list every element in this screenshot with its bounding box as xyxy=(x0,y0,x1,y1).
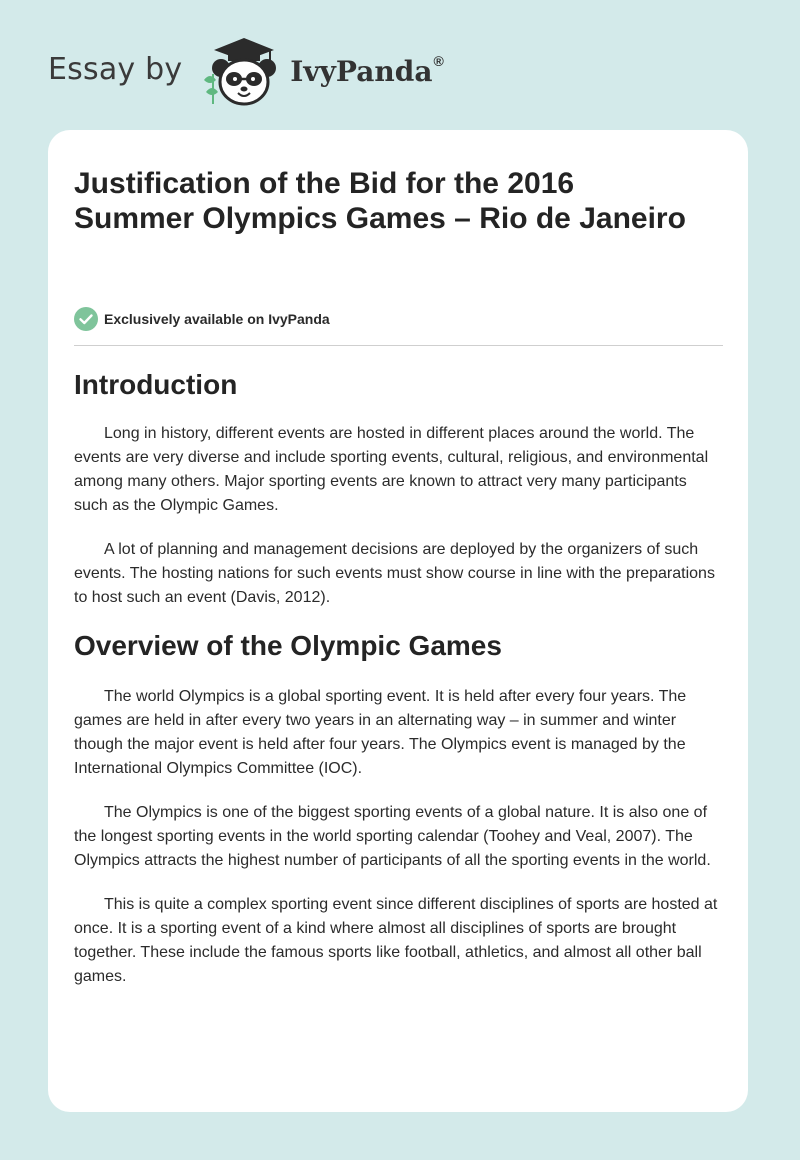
exclusive-label: Exclusively available on IvyPanda xyxy=(104,311,330,327)
paragraph: A lot of planning and management decisions are deployed by the organizers of such events. The hosting nations for such events must show course in line with the preparations to host such an event (Davis, 2012). xyxy=(74,541,715,606)
essay-title: Justification of the Bid for the 2016 Summer Olympics Games – Rio de Janeiro xyxy=(74,167,686,235)
paragraph: The world Olympics is a global sporting event. It is held after every four years. The games are held in after every two years in an alternating way – in summer and winter though the major event is held after four years. The Olympics event is managed by the International Olympics Committee (IOC). xyxy=(74,688,687,777)
brand-prefix: Essay by xyxy=(48,51,183,87)
title-divider xyxy=(74,345,723,346)
paragraph: The Olympics is one of the biggest sporting events of a global nature. It is also one of the longest sporting events in the world sporting calendar (Toohey and Veal, 2007). The Olympics attracts the highest number of participants of all the sporting events in the world. xyxy=(74,804,711,869)
section-heading-introduction: Introduction xyxy=(74,369,238,400)
exclusive-badge xyxy=(74,306,330,332)
essay-card xyxy=(48,130,748,1112)
registered-mark: ® xyxy=(433,53,444,70)
panda-graduate-logo-icon xyxy=(200,36,284,108)
paragraph: This is quite a complex sporting event since different disciplines of sports are hosted at once. It is a sporting event of a kind where almost all disciplines of sports are brought together. These include the famous sports like football, athletics, and almost all other ball games. xyxy=(74,896,718,985)
paragraph: Long in history, different events are hosted in different places around the world. The events are very diverse and include sporting events, cultural, religious, and environmental among many others. Major sporting events are known to attract very many participants such as the Olympic Games. xyxy=(74,425,709,514)
check-badge-icon xyxy=(74,307,98,331)
brand-name xyxy=(290,55,444,88)
section-heading-overview: Overview of the Olympic Games xyxy=(74,630,502,661)
essay-body xyxy=(74,368,724,989)
brand-header[interactable] xyxy=(48,36,444,108)
brand-name-text: IvyPanda xyxy=(290,54,433,88)
